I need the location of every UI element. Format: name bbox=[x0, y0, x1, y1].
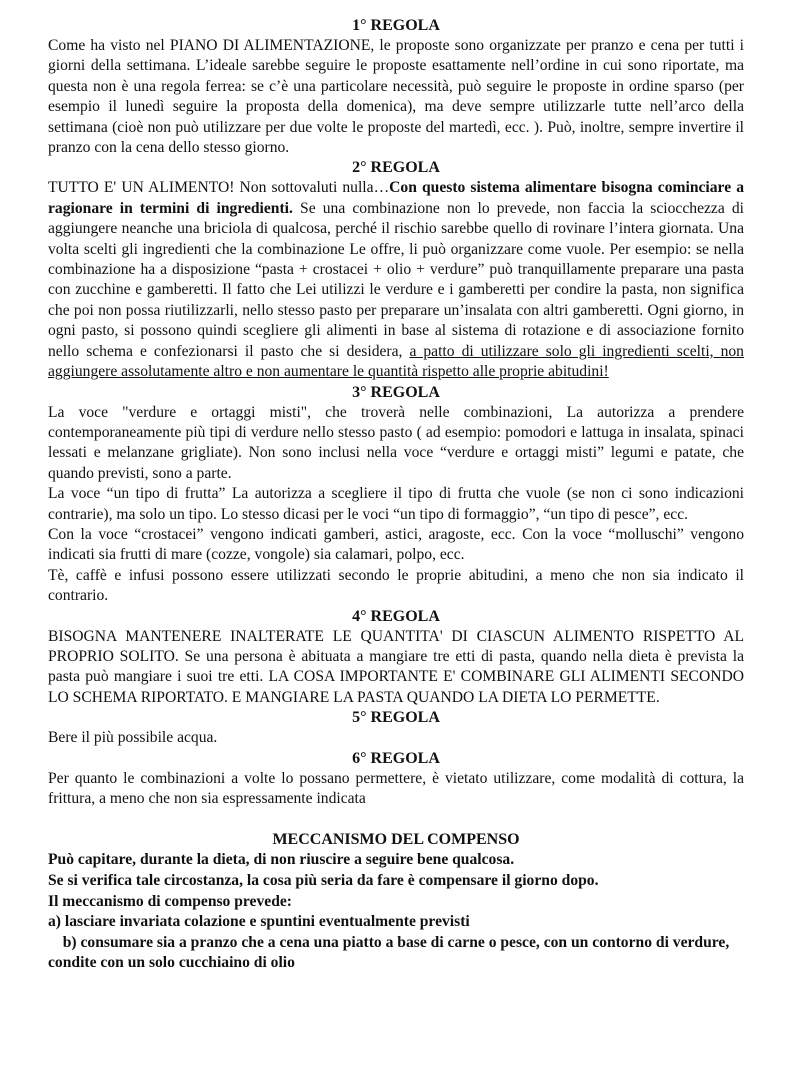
rule-2-body: Se una combinazione non lo prevede, non faccia la sciocchezza di aggiungere neanche una briciola di qualcosa, perché il rischio sarebbe quello di rovinare l’intera giornata. Una volta scelti gli ingredienti che la combinazione Le offre, li può organizzare come vuole. Per esempio: se nella combinazione ha a disposizione “pasta + crostacei + olio + verdure” può tranquillamente preparare una pasta con zucchine e gamberetti. Il fatto che Lei utilizzi le verdure e i gamberetti per condire la pasta, non significa che poi non possa riutilizzarli, nello stesso pasto per preparare un’insalata con altri gamberetti. Ogni giorno, in ogni pasto, si possono quindi scegliere gli alimenti in base al sistema di rotazione e di associazione fornito nello schema e confezionarsi il pasto che si desidera, bbox=[48, 199, 744, 360]
rule-1-title: 1° REGOLA bbox=[352, 17, 440, 34]
rule-2-section bbox=[48, 158, 744, 382]
rule-1-text: Come ha visto nel PIANO DI ALIMENTAZIONE, le proposte sono organizzate per pranzo e cena per tutti i giorni della settimana. L’ideale sarebbe seguire le proposte esattamente nell’ordine in cui sono riportate, ma questa non è una regola ferrea: se c’è una particolare necessità, può seguire le proposte in ordine sparso (per esempio il lunedì seguire la proposta della domenica), ma deve sempre utilizzarle tutte nell’arco della settimana (cioè non può utilizzare per due volte le proposte del martedì, ecc. ). Può, inoltre, sempre invertire il pranzo con la cena dello stesso giorno. bbox=[48, 37, 744, 157]
rule-5-section bbox=[48, 708, 744, 748]
rule-2-underlined-condition: a patto di utilizzare solo gli ingredienti scelti, non aggiungere assolutamente altro e non aumentare le quantità rispetto alle proprie abitudini! bbox=[48, 342, 744, 381]
rule-2-text bbox=[48, 178, 744, 382]
compensation-line-3: Il meccanismo di compenso prevede: bbox=[48, 892, 292, 910]
section-spacer bbox=[48, 809, 744, 830]
rule-2-intro: TUTTO E' UN ALIMENTO! Non sottovaluti nulla… bbox=[48, 179, 390, 197]
rule-3-paragraph-fruit: La voce “un tipo di frutta” La autorizza a scegliere il tipo di frutta che vuole (se non ci sono indicazioni contrarie), ma solo un tipo. Lo stesso dicasi per le voci “un tipo di formaggio”, “un tipo di pesce”, ecc. bbox=[48, 485, 744, 523]
compensation-line-1: Può capitare, durante la dieta, di non riuscire a seguire bene qualcosa. bbox=[48, 851, 515, 869]
compensation-item-b: b) consumare sia a pranzo che a cena una piatto a base di carne o pesce, con un contorno di verdure, condite con un solo cucchiaino di olio bbox=[48, 933, 730, 972]
compensation-title: MECCANISMO DEL COMPENSO bbox=[272, 831, 520, 849]
rule-3-title: 3° REGOLA bbox=[352, 383, 440, 401]
rule-5-text: Bere il più possibile acqua. bbox=[48, 729, 218, 747]
rule-3-section bbox=[48, 383, 744, 607]
rule-1-section bbox=[48, 16, 744, 158]
rule-4-text: BISOGNA MANTENERE INALTERATE LE QUANTITA' DI CIASCUN ALIMENTO RISPETTO AL PROPRIO SOLITO. Se una persona è abituata a mangiare tre etti di pasta, quando nella dieta è prevista la pasta può mangiare i suoi tre etti. LA COSA IMPORTANTE E' COMBINARE GLI ALIMENTI SECONDO LO SCHEMA RIPORTATO. E MANGIARE LA PASTA QUANDO LA DIETA LO PERMETTE. bbox=[48, 627, 744, 706]
rule-4-section bbox=[48, 607, 744, 709]
compensation-item-a: a) lasciare invariata colazione e spuntini eventualmente previsti bbox=[48, 913, 470, 931]
rule-3-paragraph-vegetables: La voce "verdure e ortaggi misti", che troverà nelle combinazioni, La autorizza a prendere contemporaneamente più tipi di verdure nello stesso pasto ( ad esempio: pomodori e lattuga in insalata, spinaci lessati e melanzane grigliate). Non sono inclusi nella voce “verdure e ortaggi misti” legumi e patate, che quando previsti, sono a parte. bbox=[48, 403, 744, 482]
rule-3-paragraph-shellfish: Con la voce “crostacei” vengono indicati gamberi, astici, aragoste, ecc. Con la voce “molluschi” vengono indicati sia frutti di mare (cozze, vongole) sia calamari, polpo, ecc. bbox=[48, 525, 744, 564]
rule-3-paragraph-drinks: Tè, caffè e infusi possono essere utilizzati secondo le proprie abitudini, a meno che non sia indicato il contrario. bbox=[48, 566, 744, 605]
rule-6-title: 6° REGOLA bbox=[352, 749, 440, 767]
rule-6-section bbox=[48, 749, 744, 810]
rule-5-title: 5° REGOLA bbox=[352, 709, 440, 727]
compensation-line-2: Se si verifica tale circostanza, la cosa più seria da fare è compensare il giorno dopo. bbox=[48, 872, 599, 889]
rule-2-title: 2° REGOLA bbox=[352, 159, 440, 177]
rule-6-text: Per quanto le combinazioni a volte lo possano permettere, è vietato utilizzare, come modalità di cottura, la frittura, a meno che non sia espressamente indicata bbox=[48, 769, 744, 807]
rule-2-bold-statement: Con questo sistema alimentare bisogna cominciare a ragionare in termini di ingredienti. bbox=[48, 179, 744, 217]
compensation-section bbox=[48, 830, 744, 974]
rule-4-title: 4° REGOLA bbox=[352, 607, 440, 625]
